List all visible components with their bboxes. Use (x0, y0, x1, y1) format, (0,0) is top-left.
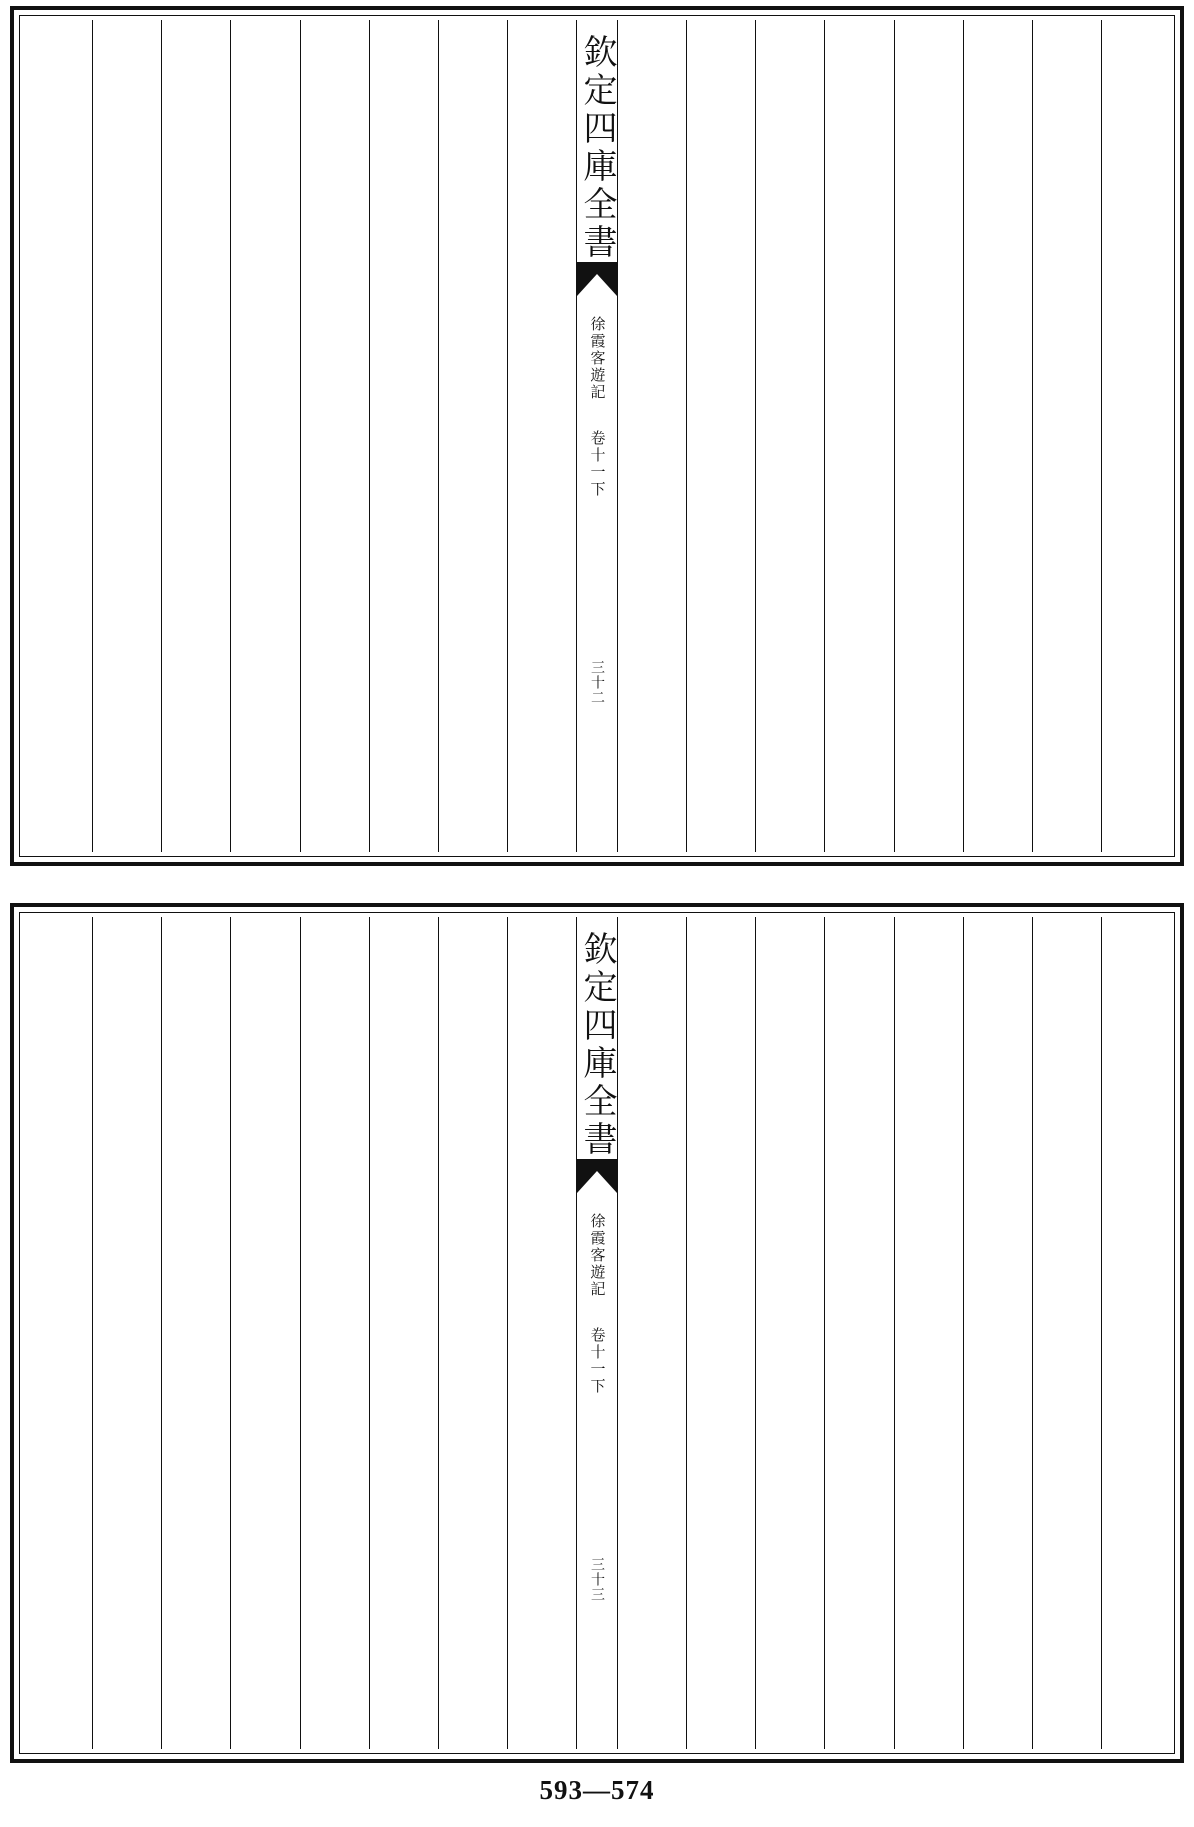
bottom-page-columns (24, 917, 1170, 1749)
text-column (92, 917, 161, 1749)
top-page (10, 6, 1184, 866)
fold-title: 欽定四庫全書 (577, 931, 617, 1159)
text-column (894, 20, 963, 852)
fold-book-title: 徐霞客遊記 (588, 1213, 607, 1298)
text-column (24, 917, 92, 1749)
text-column (824, 20, 893, 852)
text-column (230, 20, 299, 852)
fold-volume: 卷十一下 (588, 1327, 607, 1395)
text-column (1101, 20, 1170, 852)
fold-title: 欽定四庫全書 (577, 34, 617, 262)
text-column (894, 917, 963, 1749)
fishtail-mark (577, 1159, 617, 1199)
text-column (507, 20, 576, 852)
text-column (755, 20, 824, 852)
fold-book-title: 徐霞客遊記 (588, 316, 607, 401)
scan-page-number: 593—574 (539, 1775, 655, 1805)
fold-page-number: 三十三 (589, 1557, 605, 1602)
text-column (824, 917, 893, 1749)
text-column (161, 917, 230, 1749)
text-column (300, 917, 369, 1749)
text-column (963, 917, 1032, 1749)
text-column (617, 20, 686, 852)
top-page-columns (24, 20, 1170, 852)
text-column (686, 917, 755, 1749)
bottom-page (10, 903, 1184, 1763)
text-column (617, 917, 686, 1749)
fold-page-number: 三十二 (589, 660, 605, 705)
text-column (686, 20, 755, 852)
text-column (300, 20, 369, 852)
text-column (230, 917, 299, 1749)
center-fold (576, 20, 617, 852)
text-column (369, 917, 438, 1749)
fold-volume: 卷十一下 (588, 430, 607, 498)
text-column (438, 20, 507, 852)
text-column (161, 20, 230, 852)
text-column (369, 20, 438, 852)
fishtail-mark (577, 262, 617, 302)
text-column (438, 917, 507, 1749)
text-column (1101, 917, 1170, 1749)
text-column (24, 20, 92, 852)
text-column (1032, 917, 1101, 1749)
text-column (963, 20, 1032, 852)
text-column (755, 917, 824, 1749)
center-fold (576, 917, 617, 1749)
text-column (92, 20, 161, 852)
text-column (507, 917, 576, 1749)
text-column (1032, 20, 1101, 852)
